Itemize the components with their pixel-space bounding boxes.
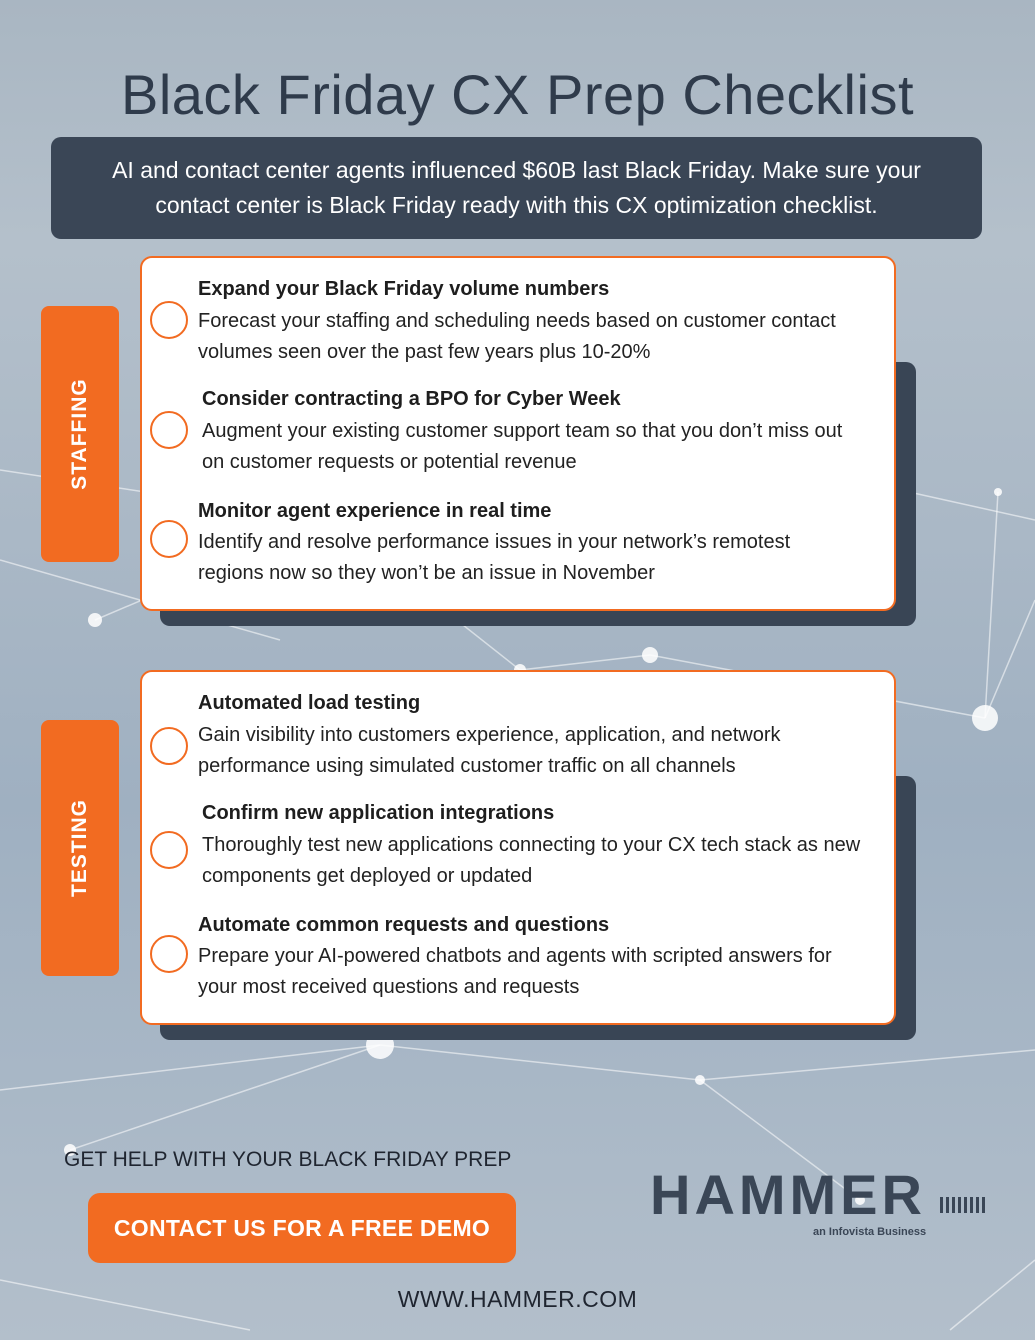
staffing-tab [41, 306, 119, 562]
item-title: Automate common requests and questions [198, 914, 610, 936]
checkbox-integrations[interactable] [150, 831, 188, 869]
signal-bars-icon [940, 1193, 995, 1215]
item-desc: Augment your existing customer support team so that you don’t miss out on customer requests or potential revenue [202, 420, 843, 473]
item-title: Monitor agent experience in real time [198, 500, 552, 522]
logo-wordmark: HAMMER [650, 1163, 926, 1226]
item-title: Expand your Black Friday volume numbers [198, 278, 610, 300]
item-desc: Identify and resolve performance issues in your network’s remotest regions now so they won’t be an issue in November [198, 531, 791, 584]
item-title: Automated load testing [198, 692, 421, 714]
item-title: Consider contracting a BPO for Cyber Week [202, 388, 621, 410]
hammer-logo[interactable] [650, 1165, 995, 1245]
item-desc: Thoroughly test new applications connecting to your CX tech stack as new components get deployed or updated [202, 834, 861, 887]
checkbox-agent-experience[interactable] [150, 520, 188, 558]
checkbox-load-testing[interactable] [150, 727, 188, 765]
staffing-tab-label: STAFFING [68, 378, 91, 490]
item-title: Confirm new application integrations [202, 802, 555, 824]
website-link[interactable]: WWW.HAMMER.COM [397, 1286, 638, 1312]
testing-tab [41, 720, 119, 976]
item-desc: Gain visibility into customers experience, application, and network performance using simulated customer traffic on all channels [198, 724, 781, 777]
testing-tab-label: TESTING [68, 798, 91, 898]
cta-label: GET HELP WITH YOUR BLACK FRIDAY PREP [64, 1148, 512, 1171]
page-title: Black Friday CX Prep Checklist [120, 63, 914, 126]
free-demo-button[interactable]: CONTACT US FOR A FREE DEMO [88, 1193, 516, 1263]
checkbox-bpo[interactable] [150, 411, 188, 449]
checkbox-automate-requests[interactable] [150, 935, 188, 973]
item-desc: Prepare your AI-powered chatbots and agents with scripted answers for your most received questions and requests [198, 945, 832, 998]
checkbox-volume-numbers[interactable] [150, 301, 188, 339]
item-desc: Forecast your staffing and scheduling needs based on customer contact volumes seen over the past few years plus 10-20% [198, 310, 836, 363]
intro-banner: AI and contact center agents influenced $60B last Black Friday. Make sure your contact center is Black Friday ready with this CX optimization checklist. [51, 137, 982, 239]
logo-tagline: an Infovista Business [813, 1226, 927, 1238]
